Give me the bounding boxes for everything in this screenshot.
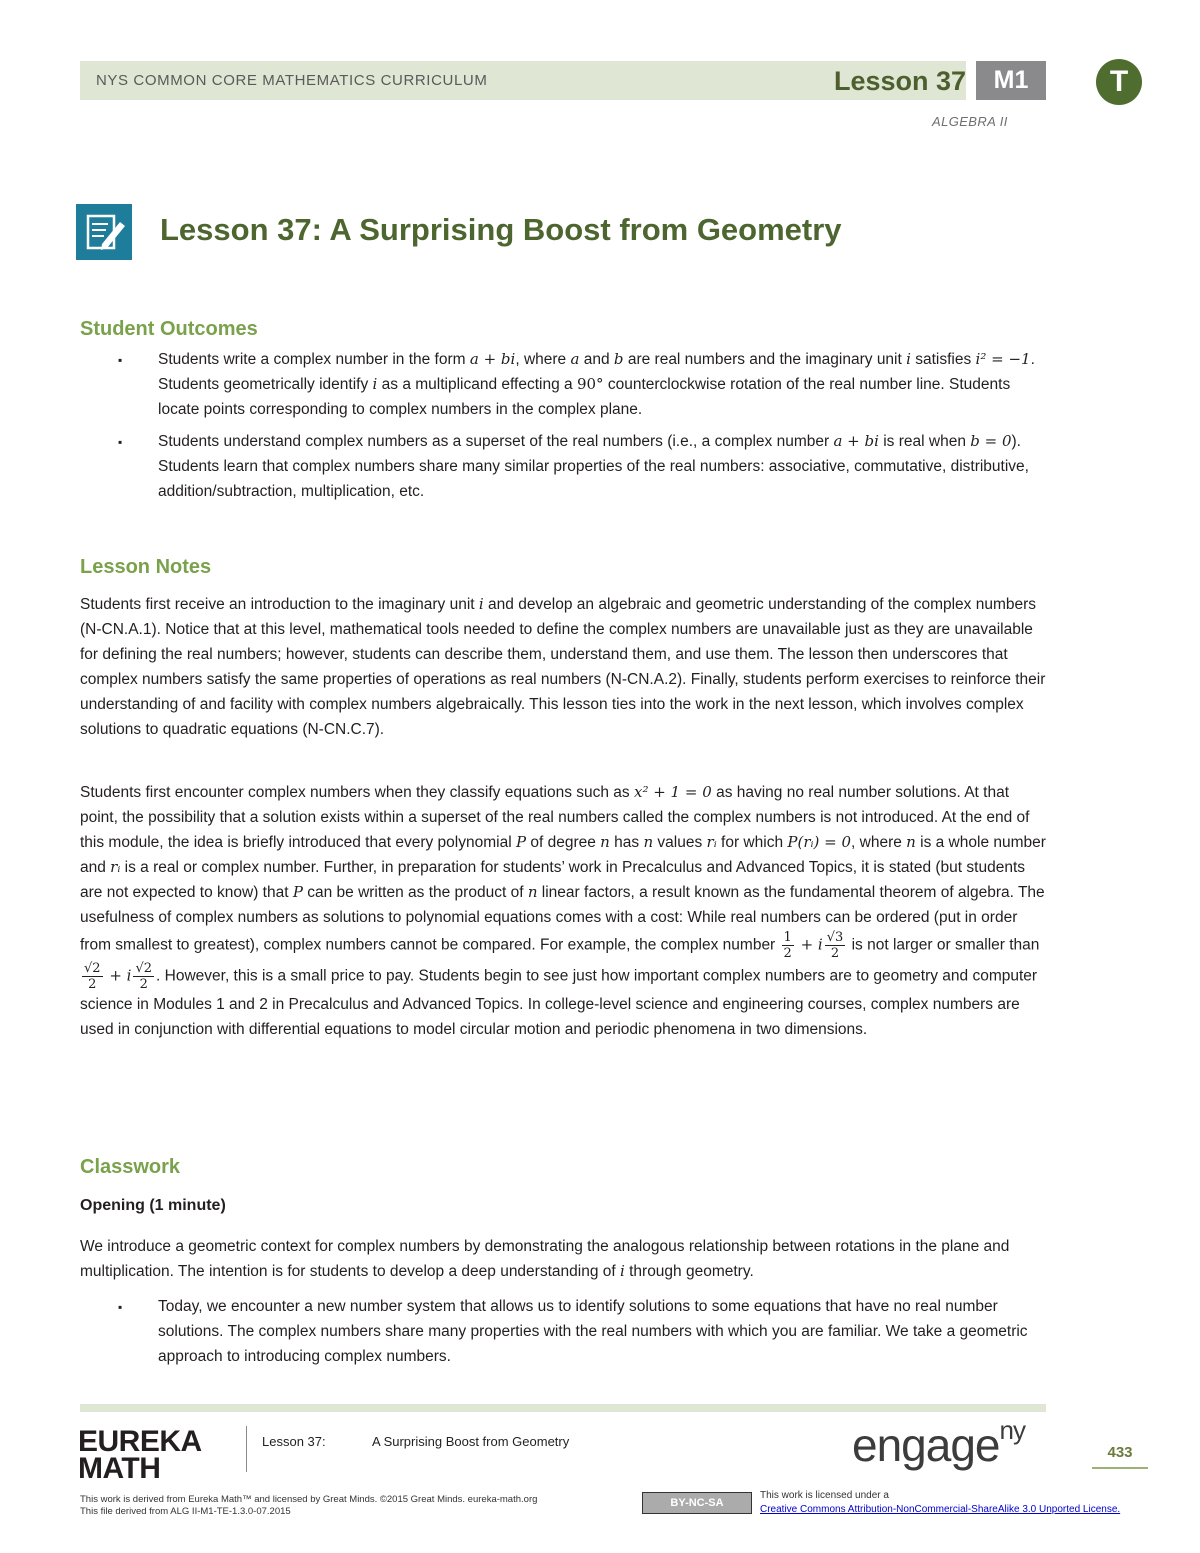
file-notice: This file derived from ALG II-M1-TE-1.3.0-07.2015 bbox=[80, 1506, 291, 1517]
footer-lesson-label: Lesson 37: bbox=[262, 1434, 326, 1449]
outcome-bullet bbox=[118, 347, 1050, 422]
classwork-bullet bbox=[118, 1294, 1050, 1369]
footer-lesson-title: A Surprising Boost from Geometry bbox=[372, 1434, 570, 1449]
page-number: 433 bbox=[1107, 1444, 1133, 1461]
classwork-bullet-text: Today, we encounter a new number system that allows us to identify solutions to some equations that have no real number solutions. The complex numbers share many properties with the real numbers with which you are familiar. We take a geometric approach to introducing complex numbers. bbox=[158, 1298, 1028, 1365]
license-intro: This work is licensed under a bbox=[760, 1490, 889, 1501]
course-name: ALGEBRA II bbox=[932, 114, 1008, 129]
classwork-paragraph: We introduce a geometric context for complex numbers by demonstrating the analogous relationship between rotations in the plane and multiplication. The intention is for students to develop a deep understanding of i through geometry. bbox=[80, 1238, 1010, 1280]
fraction: $\frac{√2}{2}$ bbox=[135, 961, 153, 992]
fraction: $\frac{1}{2}$ bbox=[783, 930, 792, 961]
opening-heading: Opening (1 minute) bbox=[80, 1197, 226, 1214]
fraction: $\frac{√2}{2}$ bbox=[84, 961, 101, 992]
lesson-notes-heading: Lesson Notes bbox=[80, 556, 212, 578]
creative-commons-badge[interactable]: BY-NC-SA bbox=[642, 1492, 752, 1514]
license-link[interactable]: Creative Commons Attribution-NonCommercial-ShareAlike 3.0 Unported License. bbox=[760, 1504, 1121, 1515]
outcome-text: Students write a complex number in the form a + bi, where a and b are real numbers and the imaginary unit i satisfies i² = −1. Students geometrically identify i as a multiplicand effecting a 90° counterclockwise rotation of the real number line. Students locate points corresponding to complex numbers in the complex plane. bbox=[158, 350, 1035, 418]
classwork-heading: Classwork bbox=[80, 1156, 181, 1178]
fraction: $\frac{√3}{2}$ bbox=[826, 930, 844, 961]
student-outcomes-heading: Student Outcomes bbox=[80, 318, 258, 340]
page-number-underline bbox=[1092, 1467, 1148, 1469]
curriculum-title: NYS COMMON CORE MATHEMATICS CURRICULUM bbox=[96, 72, 488, 89]
bullet-marker: ▪ bbox=[118, 1300, 123, 1314]
outcome-text: Students understand complex numbers as a superset of the real numbers (i.e., a complex number a + bi is real when b = 0). Students learn that complex numbers share many similar properties of the real numbers: associative, commutative, distributive, addition/subtraction, multiplication, etc. bbox=[158, 432, 1029, 500]
lesson-notes-paragraph: Students first encounter complex numbers when they classify equations such as x² + 1 = 0 as having no real number solutions. At that point, the possibility that a solution exists within a superset of the real numbers called the complex numbers is not introduced. At the end of this module, the idea is briefly introduced that every polynomial P of degree n has n values rᵢ for which P(rᵢ) = 0, where n is a whole number and rᵢ is a real or complex number. Further, in preparation for students’ work in Precalculus and Advanced Topics, it is stated (but students are not expected to know) that P can be written as the product of n linear factors, a result known as the fundamental theorem of algebra. The usefulness of complex numbers as solutions to polynomial equations comes with a cost: While real numbers can be ordered (put in order from smallest to greatest), complex numbers cannot be compared. For example, the complex number $\frac{1}{2}$ + i $\frac{√3}{2}$ is not larger or smaller than $\frac{√2}{2}$ + i $\frac{√2}{2}$ . However, this is a small price to pay. Students begin to see just how important complex numbers are to geometry and computer science in Modules 1 and 2 in Precalculus and Advanced Topics. In college-level science and engineering courses, complex numbers are used in conjunction with differential equations to model circular motion and periodic phenomena in two dimensions. bbox=[80, 783, 1046, 1038]
engageny-logo: engage$^{ny}$ bbox=[852, 1414, 1025, 1471]
module-badge: M1 bbox=[976, 61, 1046, 100]
teacher-badge: T bbox=[1096, 59, 1142, 105]
header-lesson-number: Lesson 37 bbox=[834, 66, 967, 96]
bullet-marker: ▪ bbox=[118, 353, 123, 367]
eureka-math-logo: EUREKA MATH bbox=[78, 1425, 202, 1485]
bullet-marker: ▪ bbox=[118, 435, 123, 449]
lesson-title: Lesson 37: A Surprising Boost from Geometry bbox=[160, 212, 842, 247]
derivation-notice: This work is derived from Eureka Math™ and licensed by Great Minds. ©2015 Great Minds. eureka-math.org bbox=[80, 1494, 538, 1505]
lesson-notes-paragraph: Students first receive an introduction to the imaginary unit i and develop an algebraic and geometric understanding of the complex numbers (N-CN.A.1). Notice that at this level, mathematical tools needed to define the complex numbers are unavailable just as they are unavailable for defining the real numbers; however, students can describe them, understand them, and use them. The lesson then underscores that complex numbers satisfy the same properties of operations as real numbers (N-CN.A.2). Finally, students perform exercises to reinforce their understanding of and facility with complex numbers algebraically. This lesson ties into the work in the next lesson, which involves complex solutions to quadratic equations (N-CN.C.7). bbox=[80, 595, 1046, 738]
footer-separator bbox=[246, 1426, 247, 1472]
pencil-notepad-icon bbox=[76, 204, 132, 260]
outcome-bullet bbox=[118, 429, 1050, 504]
footer-rule bbox=[80, 1404, 1046, 1412]
